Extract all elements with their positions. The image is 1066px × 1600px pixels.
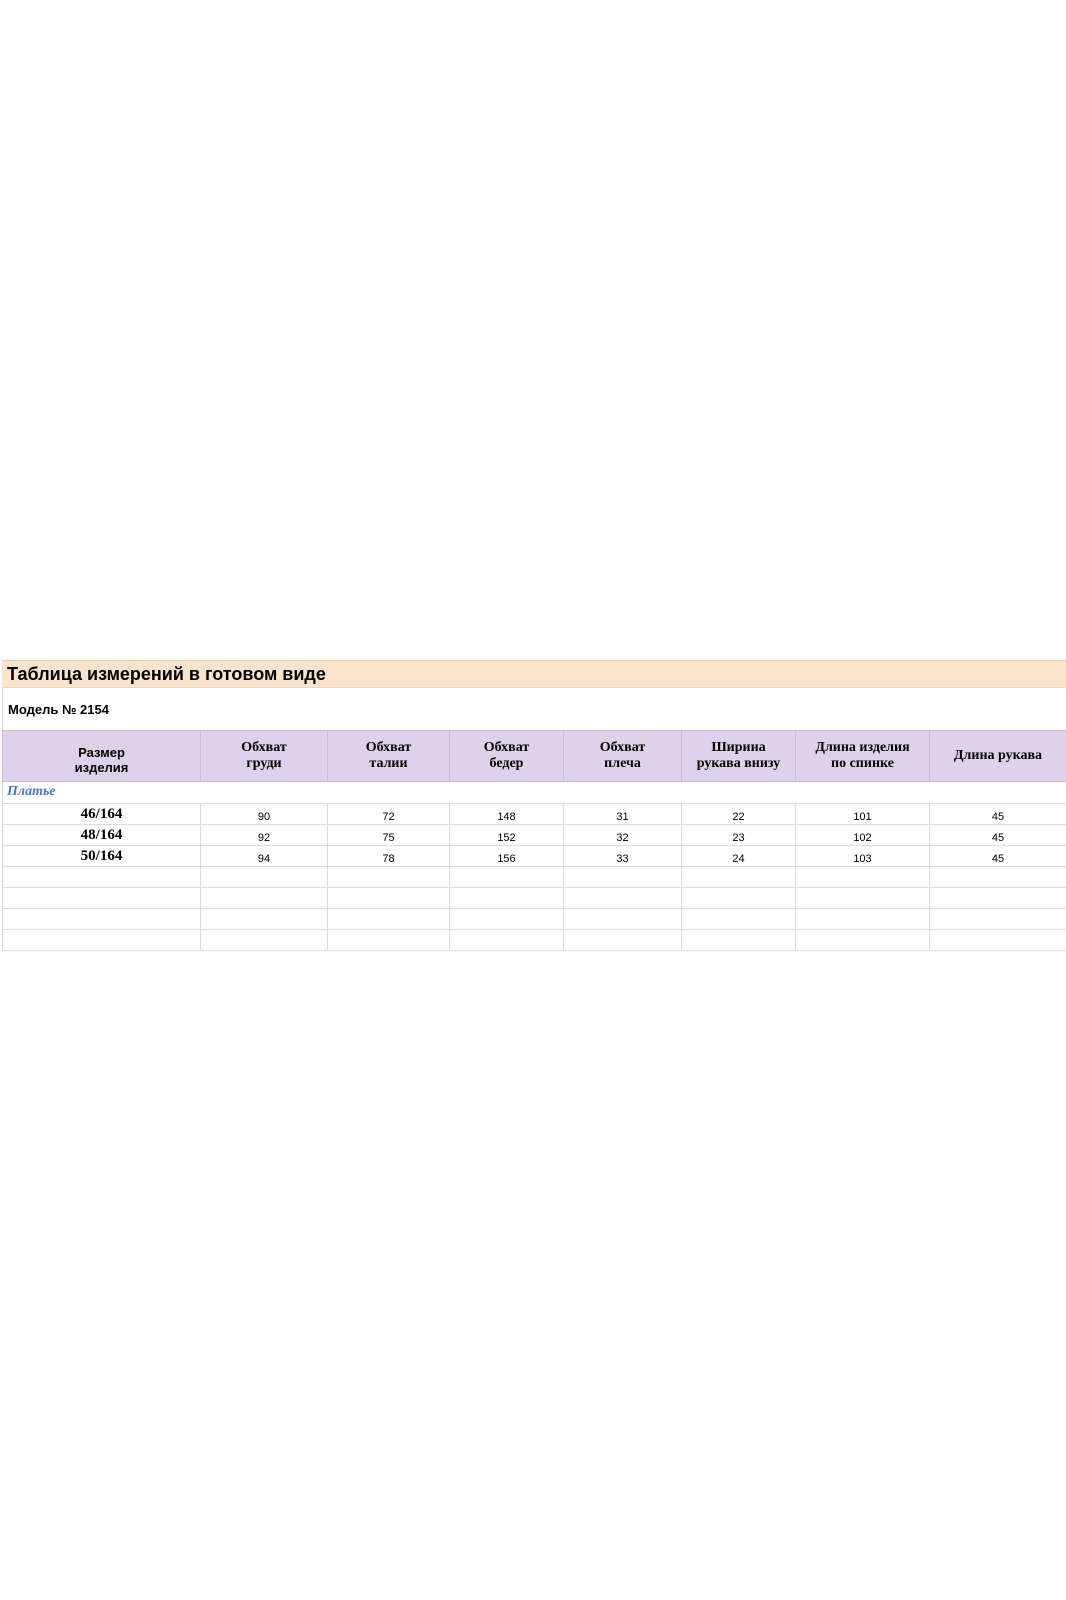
header-hips: Обхват бедер — [450, 731, 564, 782]
size-cell: 46/164 — [3, 804, 201, 825]
table-cell: 45 — [930, 825, 1066, 846]
table-cell: 75 — [328, 825, 450, 846]
empty-cell — [930, 888, 1066, 909]
table-cell: 103 — [796, 846, 930, 867]
header-shoulder: Обхват плеча — [564, 731, 682, 782]
group-label: Платье — [3, 782, 1066, 804]
table-cell: 92 — [201, 825, 328, 846]
empty-cell — [796, 888, 930, 909]
measurement-sheet — [2, 660, 1066, 951]
table-row — [3, 804, 1066, 825]
size-table — [2, 730, 1066, 951]
table-cell: 45 — [930, 846, 1066, 867]
empty-cell — [3, 867, 201, 888]
model-row — [2, 688, 1066, 730]
table-cell: 101 — [796, 804, 930, 825]
empty-cell — [682, 930, 796, 951]
empty-row — [3, 909, 1066, 930]
empty-cell — [564, 909, 682, 930]
empty-cell — [450, 909, 564, 930]
empty-row — [3, 930, 1066, 951]
empty-row — [3, 867, 1066, 888]
header-sleeve-width: Ширина рукава внизу — [682, 731, 796, 782]
table-cell: 102 — [796, 825, 930, 846]
sheet-title-bar — [2, 660, 1066, 688]
empty-cell — [682, 909, 796, 930]
size-cell: 50/164 — [3, 846, 201, 867]
table-cell: 78 — [328, 846, 450, 867]
size-cell: 48/164 — [3, 825, 201, 846]
empty-cell — [201, 888, 328, 909]
empty-row — [3, 888, 1066, 909]
table-cell: 23 — [682, 825, 796, 846]
empty-cell — [564, 888, 682, 909]
empty-cell — [328, 867, 450, 888]
table-cell: 148 — [450, 804, 564, 825]
empty-cell — [450, 930, 564, 951]
sheet-title: Таблица измерений в готовом виде — [7, 663, 326, 684]
empty-cell — [450, 867, 564, 888]
empty-cell — [3, 888, 201, 909]
header-back-length: Длина изделия по спинке — [796, 731, 930, 782]
empty-cell — [3, 909, 201, 930]
table-cell: 72 — [328, 804, 450, 825]
table-cell: 45 — [930, 804, 1066, 825]
empty-cell — [328, 930, 450, 951]
empty-cell — [682, 888, 796, 909]
empty-cell — [796, 909, 930, 930]
table-row — [3, 825, 1066, 846]
empty-cell — [450, 888, 564, 909]
table-cell: 90 — [201, 804, 328, 825]
table-row — [3, 846, 1066, 867]
table-cell: 31 — [564, 804, 682, 825]
header-row — [3, 731, 1066, 782]
empty-cell — [328, 888, 450, 909]
empty-cell — [796, 930, 930, 951]
empty-cell — [682, 867, 796, 888]
empty-cell — [930, 867, 1066, 888]
empty-cell — [201, 909, 328, 930]
model-label: Модель № 2154 — [8, 701, 109, 717]
empty-cell — [328, 909, 450, 930]
empty-cell — [564, 930, 682, 951]
table-cell: 24 — [682, 846, 796, 867]
header-waist: Обхват талии — [328, 731, 450, 782]
header-size: Размер изделия — [3, 731, 201, 782]
table-cell: 156 — [450, 846, 564, 867]
empty-cell — [930, 909, 1066, 930]
group-row — [3, 782, 1066, 804]
table-cell: 94 — [201, 846, 328, 867]
empty-cell — [796, 867, 930, 888]
header-sleeve-length: Длина рукава — [930, 731, 1066, 782]
empty-cell — [201, 930, 328, 951]
empty-cell — [201, 867, 328, 888]
empty-cell — [3, 930, 201, 951]
header-chest: Обхват груди — [201, 731, 328, 782]
empty-cell — [564, 867, 682, 888]
table-cell: 22 — [682, 804, 796, 825]
empty-cell — [930, 930, 1066, 951]
table-cell: 33 — [564, 846, 682, 867]
table-cell: 152 — [450, 825, 564, 846]
table-cell: 32 — [564, 825, 682, 846]
